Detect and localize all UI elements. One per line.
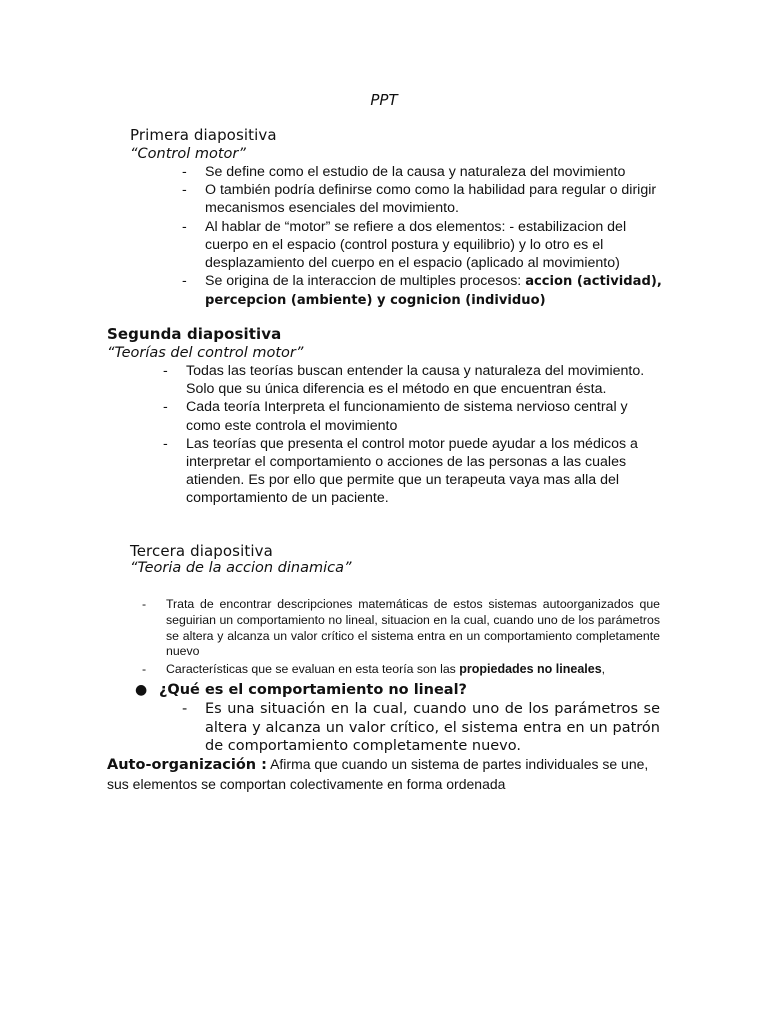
bullet-bold-text: accion (actividad), percepcion (ambiente) y cognicion (individuo) bbox=[205, 274, 662, 309]
definition-text: Afirma que cuando un sistema de partes individuales se une, sus elementos se comportan colectivamente en forma ordenada bbox=[107, 756, 649, 792]
definition-paragraph bbox=[107, 755, 667, 793]
list-item: - Trata de encontrar descripciones matemáticas de estos sistemas autoorganizados que seguirian un comportamiento no lineal, situacion en la cual, cuando uno de los parámetros se altera y alcanza un valor crítico el sistema entra en un comportamiento completamente nuevo bbox=[142, 597, 660, 660]
slide-2-bullet-list bbox=[163, 362, 663, 508]
question-row bbox=[135, 682, 467, 698]
slide-3-bullet-list bbox=[142, 597, 660, 678]
bullet-dot-icon: ● bbox=[135, 682, 148, 698]
list-item: - Las teorías que presenta el control motor puede ayudar a los médicos a interpretar el comportamiento o acciones de las personas a las cuales atienden. Es por ello que permite que un terapeuta vaya mas alla del comportamiento de un paciente. bbox=[163, 435, 663, 508]
list-item: - O también podría definirse como como la habilidad para regular o dirigir mecanismos esenciales del movimiento. bbox=[182, 181, 662, 217]
list-item bbox=[142, 662, 660, 678]
definition-term: Auto-organización : bbox=[107, 757, 267, 773]
bullet-suffix-text: , bbox=[601, 662, 606, 677]
list-item: - Cada teoría Interpreta el funcionamiento de sistema nervioso central y como este controla el movimiento bbox=[163, 398, 663, 434]
document-title: PPT bbox=[370, 91, 398, 109]
slide-2-subtitle: “Teorías del control motor” bbox=[107, 345, 304, 361]
list-item bbox=[182, 272, 662, 310]
slide-3-heading: Tercera diapositiva bbox=[130, 542, 273, 560]
bullet-text: Se origina de la interaccion de multiples procesos: bbox=[205, 273, 526, 290]
list-item: - Al hablar de “motor” se refiere a dos elementos: - estabilizacion del cuerpo en el espacio (control postura y equilibrio) y lo otro es el desplazamiento del cuerpo en el espacio (aplicado al movimiento) bbox=[182, 218, 662, 273]
bullet-bold-text: propiedades no lineales bbox=[459, 662, 602, 677]
slide-1-heading: Primera diapositiva bbox=[130, 126, 277, 144]
bullet-text: Características que se evaluan en esta teoría son las bbox=[166, 662, 460, 677]
list-item: - Se define como el estudio de la causa y naturaleza del movimiento bbox=[182, 163, 662, 181]
slide-2-heading: Segunda diapositiva bbox=[107, 325, 282, 343]
question-text: ¿Qué es el comportamiento no lineal? bbox=[159, 682, 467, 698]
answer-list bbox=[182, 700, 660, 756]
slide-1-bullet-list bbox=[182, 163, 662, 311]
answer-item: - Es una situación en la cual, cuando uno de los parámetros se altera y alcanza un valor crítico, el sistema entra en un patrón de comportamiento completamente nuevo. bbox=[182, 700, 660, 756]
list-item: - Todas las teorías buscan entender la causa y naturaleza del movimiento. Solo que su única diferencia es el método en que encuentran ésta. bbox=[163, 362, 663, 398]
slide-3-subtitle: “Teoria de la accion dinamica” bbox=[130, 560, 352, 576]
slide-1-subtitle: “Control motor” bbox=[130, 146, 246, 162]
